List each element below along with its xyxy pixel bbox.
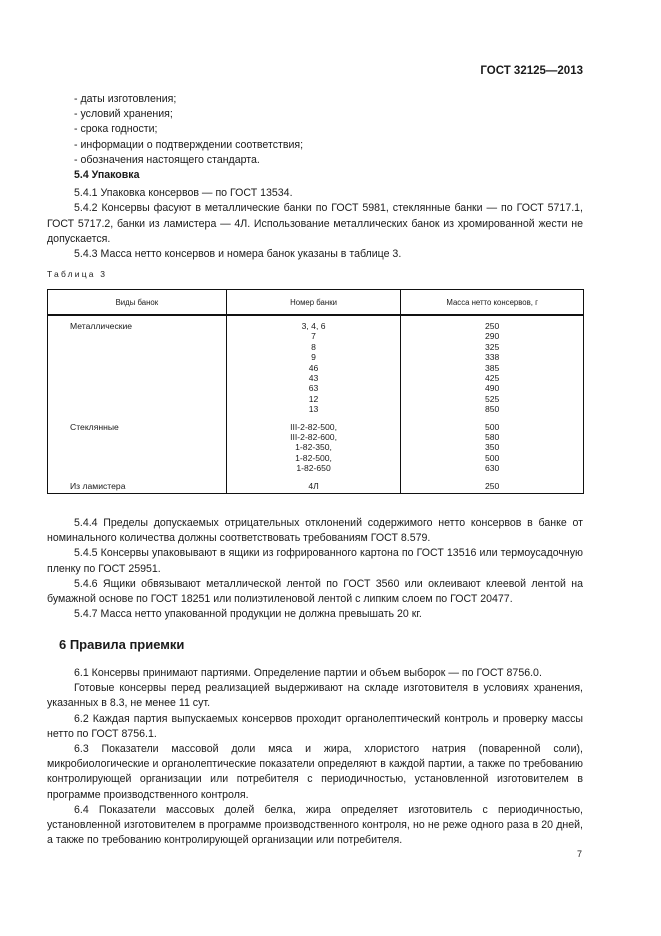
net-mass: 500 — [485, 421, 500, 432]
table-header-row — [48, 290, 584, 316]
can-number: 46 — [308, 362, 319, 373]
paragraph: 6.1 Консервы принимают партиями. Определение партии и объем выборок — по ГОСТ 8756.0. — [74, 667, 542, 679]
can-number: 3, 4, 6 — [301, 321, 326, 331]
table-row — [48, 475, 584, 494]
net-masses — [401, 475, 584, 494]
net-mass: 385 — [485, 362, 500, 373]
can-number: 63 — [308, 383, 319, 394]
section-5-4-continued — [47, 516, 583, 622]
can-number: III-2-82-500, — [290, 421, 337, 432]
net-mass: 630 — [485, 463, 500, 474]
paragraph: 5.4.1 Упаковка консервов — по ГОСТ 13534. — [74, 187, 293, 200]
can-number: 13 — [308, 404, 319, 415]
can-mass-table — [47, 289, 584, 494]
can-numbers — [226, 416, 401, 475]
net-mass: 580 — [485, 432, 500, 443]
net-mass: 325 — [485, 341, 500, 352]
can-numbers — [226, 315, 401, 416]
paragraph: 5.4.4 Пределы допускаемых отрицательных отклонений содержимого нетто консервов в банке от номинального количества должны соответствовать требованиям ГОСТ 8.579. — [47, 517, 583, 545]
can-number: 4Л — [308, 480, 319, 491]
paragraph: 5.4.7 Масса нетто упакованной продукции не должна превышать 20 кг. — [74, 608, 422, 621]
can-number: 7 — [311, 331, 316, 342]
can-number: 12 — [308, 393, 319, 404]
list-item: - обозначения настоящего стандарта. — [74, 153, 260, 166]
list-item: - даты изготовления; — [74, 93, 177, 105]
net-mass: 525 — [485, 393, 500, 404]
paragraph: 5.4.5 Консервы упаковывают в ящики из гофрированного картона по ГОСТ 13516 или термоусадочную пленку по ГОСТ 25951. — [47, 547, 583, 575]
can-number: 9 — [311, 352, 316, 363]
can-number: 1-82-650 — [296, 463, 331, 474]
can-type: Металлические — [48, 315, 227, 416]
table-row — [48, 315, 584, 416]
page-number: 7 — [577, 849, 583, 859]
section-6-title: 6 Правила приемки — [59, 637, 185, 652]
net-mass: 490 — [485, 383, 500, 394]
column-header: Виды банок — [48, 290, 227, 316]
section-5-4 — [47, 168, 583, 262]
column-header: Номер банки — [226, 290, 401, 316]
net-mass: 425 — [485, 373, 500, 384]
paragraph: 5.4.6 Ящики обвязывают металлической лентой по ГОСТ 3560 или оклеивают клеевой лентой на бумажной основе по ГОСТ 18251 или полиэтиленовой лентой с липким слоем по ГОСТ 20477. — [47, 577, 583, 606]
paragraph: 6.4 Показатели массовых долей белка, жира определяет изготовитель с периодичностью, установленной изготовителем в программе производственного контроля, но не реже одного раза в 20 дней, а также по требованию контролирующей организации или потребителя. — [47, 803, 583, 847]
section-6 — [47, 666, 583, 848]
net-mass: 350 — [485, 442, 500, 453]
net-mass: 250 — [485, 480, 500, 491]
can-numbers — [226, 475, 401, 494]
can-number: III-2-82-600, — [290, 432, 337, 443]
paragraph: 6.3 Показатели массовой доли мяса и жира, хлористого натрия (поваренной соли), микробиологические и органолептические показатели определяют в каждой партии, а также по требованию контролирующей организации или потребителя с периодичностью, установленной изготовителем в программе производственного контроля. — [47, 743, 583, 801]
can-number: 1-82-500, — [295, 452, 332, 463]
paragraph: 6.2 Каждая партия выпускаемых консервов проходит органолептический контроль и проверку массы нетто по ГОСТ 8756.1. — [47, 712, 583, 740]
table-row — [48, 416, 584, 475]
column-header: Масса нетто консервов, г — [401, 290, 584, 316]
paragraph: 5.4.2 Консервы фасуют в металлические банки по ГОСТ 5981, стеклянные банки — по ГОСТ 5717.1, ГОСТ 5717.2, банки из ламистера — 4Л. Использование металлических банок из хромированной жести не допускается. — [47, 202, 583, 245]
can-number: 1-82-350, — [295, 442, 332, 453]
net-mass: 338 — [485, 352, 500, 363]
list-item: - срока годности; — [74, 123, 158, 136]
net-mass: 850 — [485, 404, 500, 415]
net-mass: 290 — [485, 331, 500, 342]
document-header-id: ГОСТ 32125—2013 — [480, 65, 583, 77]
net-mass: 500 — [485, 452, 500, 463]
can-number: 8 — [311, 341, 316, 352]
paragraph: 5.4.3 Масса нетто консервов и номера банок указаны в таблице 3. — [74, 248, 402, 261]
list-item: - условий хранения; — [74, 108, 173, 121]
list-item: - информации о подтверждении соответствия; — [74, 138, 304, 151]
net-masses — [401, 315, 584, 416]
net-mass: 250 — [485, 321, 500, 331]
marking-list — [47, 92, 583, 168]
paragraph: Готовые консервы перед реализацией выдерживают на складе изготовителя в условиях хранения, указанных в 8.3, не менее 11 сут. — [47, 682, 583, 710]
can-type: Стеклянные — [48, 416, 227, 475]
can-number: 43 — [308, 373, 319, 384]
section-title: 5.4 Упаковка — [74, 169, 140, 181]
table-caption: Таблица 3 — [47, 269, 108, 279]
net-masses — [401, 416, 584, 475]
can-type: Из ламистера — [48, 475, 227, 494]
